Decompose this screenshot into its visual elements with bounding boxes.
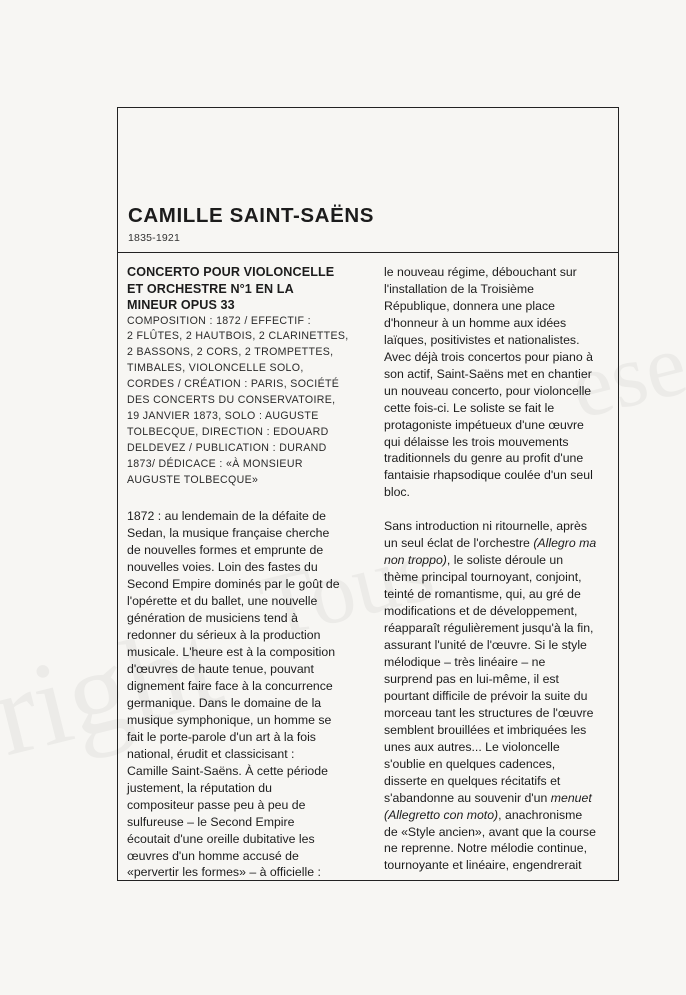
text-line: compositeur passe peu à peu de	[127, 797, 306, 812]
right-column	[384, 264, 616, 874]
text-line: protagoniste impétueux d'une œuvre	[384, 417, 584, 432]
text-line: mélodique – très linéaire – ne	[384, 654, 546, 669]
detail-line: DES CONCERTS DU CONSERVATOIRE,	[127, 394, 336, 407]
text-line: Sedan, la musique française cherche	[127, 526, 330, 541]
composer-dates: 1835-1921	[128, 232, 181, 244]
text-line: «pervertir les formes» – à officielle :	[127, 865, 321, 880]
text-line: pourtant difficile de prévoir la suite du	[384, 688, 588, 703]
text-line: un nouveau concerto, pour violoncelle	[384, 383, 592, 398]
text-line: Second Empire dominés par le goût de	[127, 577, 340, 592]
text-line: national, érudit et classicisant :	[127, 746, 295, 761]
text-line: s'oublie en quelques cadences,	[384, 756, 556, 771]
text-line: l'opérette et du ballet, une nouvelle	[127, 594, 318, 609]
text-line: fait le porte-parole d'un art à la fois	[127, 729, 316, 744]
text-line: cette fois-ci. Le soliste se fait le	[384, 400, 555, 415]
tempo-marking: (Allegretto con moto)	[384, 807, 499, 822]
text-line: modifications et de développement,	[384, 604, 578, 619]
left-column	[127, 264, 357, 881]
work-title-line: ET ORCHESTRE N°1 EN LA	[127, 281, 294, 296]
text-line: laïques, positivistes et nationalistes.	[384, 332, 580, 347]
text-line: 1872 : au lendemain de la défaite de	[127, 509, 326, 524]
text-line: surprend pas en lui-même, il est	[384, 671, 559, 686]
text-line: disserte en quelques récitatifs et	[384, 773, 561, 788]
detail-line: TOLBECQUE, DIRECTION : EDOUARD	[127, 425, 329, 438]
text-line: son actif, Saint-Saëns met en chantier	[384, 366, 592, 381]
body-paragraph	[127, 508, 357, 881]
tempo-marking: (Allegro ma	[533, 536, 597, 551]
text-line: bloc.	[384, 485, 410, 500]
composer-header	[118, 108, 618, 253]
text-line: nouvelles voies. Loin des fastes du	[127, 560, 318, 575]
text-line: redonner du sérieux à la production	[127, 628, 321, 643]
text-line: semblent brouillées et imbriquées les	[384, 722, 587, 737]
work-title-line: CONCERTO POUR VIOLONCELLE	[127, 265, 335, 279]
text-line: d'honneur à un homme aux idées	[384, 315, 567, 330]
text-line: l'installation de la Troisième	[384, 281, 534, 296]
text-line: tournoyante et linéaire, engendrerait	[384, 858, 582, 873]
text-line: de nouvelles formes et emprunte de	[127, 543, 324, 558]
text-line: unes aux autres... Le violoncelle	[384, 739, 560, 754]
detail-line: 1873/ DÉDICACE : «À MONSIEUR	[127, 457, 303, 470]
text-line: dignement faire face à la concurrence	[127, 679, 333, 693]
tempo-marking: non troppo)	[384, 553, 447, 568]
text-line: morceau tant les structures de l'œuvre	[384, 705, 594, 720]
detail-line: DELDEVEZ / PUBLICATION : DURAND	[127, 441, 327, 454]
detail-line: CORDES / CRÉATION : PARIS, SOCIÉTÉ	[127, 378, 340, 391]
text-line: assurant l'unité de l'œuvre. Si le style	[384, 638, 587, 653]
text-line: écoutait d'une oreille dubitative les	[127, 831, 315, 846]
detail-line: 2 BASSONS, 2 CORS, 2 TROMPETTES,	[127, 346, 334, 359]
text-line: réapparaît régulièrement jusqu'à la fin,	[384, 621, 594, 636]
detail-line: 19 JANVIER 1873, SOLO : AUGUSTE	[127, 409, 319, 422]
text-line: œuvres d'un homme accusé de	[127, 848, 299, 863]
text-line: musique symphonique, un homme se	[127, 712, 332, 727]
text-line: Sans introduction ni ritournelle, après	[384, 519, 588, 534]
text-line: germanique. Dans le domaine de la	[127, 695, 322, 710]
text-line: musicale. L'heure est à la composition	[127, 645, 336, 660]
text-line: justement, la réputation du	[127, 780, 272, 795]
text-line: d'œuvres de haute tenue, pouvant	[127, 662, 314, 677]
text-line: Camille Saint-Saëns. À cette période	[127, 763, 328, 778]
body-paragraph	[384, 264, 616, 501]
text-line: traditionnels du genre au profit d'une	[384, 451, 584, 466]
text-line: thème principal tournoyant, conjoint,	[384, 570, 582, 585]
text-fragment: un seul éclat de l'orchestre	[384, 536, 534, 551]
text-line: République, donnera une place	[384, 298, 555, 313]
detail-line: COMPOSITION : 1872 / EFFECTIF :	[127, 314, 311, 327]
text-fragment: , le soliste déroule un	[446, 553, 564, 568]
work-title	[127, 264, 357, 314]
detail-line: AUGUSTE TOLBECQUE»	[127, 473, 259, 486]
composer-name: CAMILLE SAINT-SAËNS	[128, 204, 375, 227]
text-line: génération de musiciens tend à	[127, 611, 298, 626]
text-line: teinté de romantisme, qui, au gré de	[384, 587, 581, 602]
detail-line: 2 FLÛTES, 2 HAUTBOIS, 2 CLARINETTES,	[127, 330, 349, 343]
text-fragment: s'abandonne au souvenir d'un	[384, 790, 551, 805]
detail-line: TIMBALES, VIOLONCELLE SOLO,	[127, 362, 304, 375]
text-line: qui délaisse les trois mouvements	[384, 434, 569, 449]
text-line: fantaisie rhapsodique coulée d'un seul	[384, 468, 593, 483]
text-line: sulfureuse – le Second Empire	[127, 814, 295, 829]
program-note-frame	[117, 107, 619, 881]
text-line: de «Style ancien», avant que la course	[384, 824, 596, 839]
movement-name: menuet	[550, 790, 592, 805]
text-line: le nouveau régime, débouchant sur	[384, 265, 577, 279]
text-line: ne reprenne. Notre mélodie continue,	[384, 841, 588, 856]
body-paragraph	[384, 518, 616, 874]
work-details	[127, 314, 357, 489]
work-title-line: MINEUR OPUS 33	[127, 298, 235, 312]
text-line: Avec déjà trois concertos pour piano à	[384, 349, 593, 364]
text-fragment: , anachronisme	[498, 807, 583, 822]
